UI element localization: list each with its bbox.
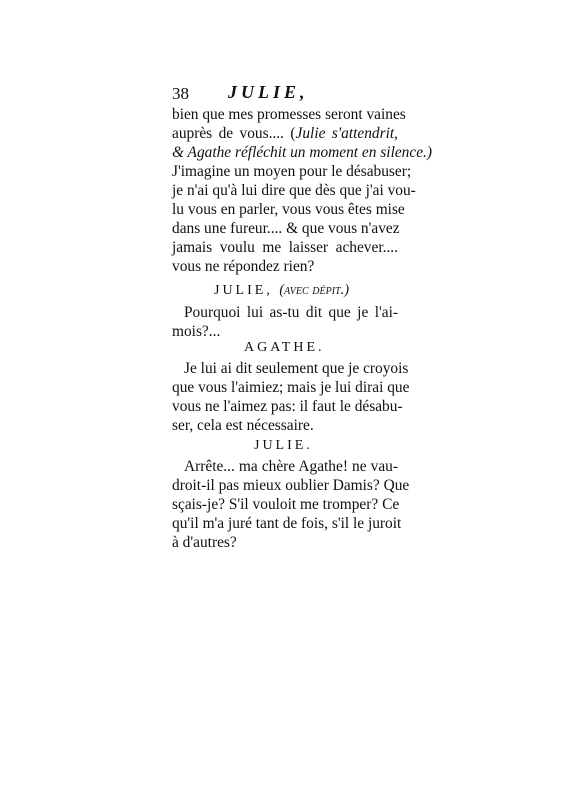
stage-direction-part-2: & Agathe réfléchit un moment en silence.)	[172, 144, 433, 161]
text-line-5: je n'ai qu'à lui dire que dès que j'ai vou-	[172, 182, 416, 199]
text-line-14: vous ne l'aimez pas: il faut le désabu-	[172, 398, 403, 415]
text-line-13: que vous l'aimiez; mais je lui dirai que	[172, 379, 410, 396]
speaker-julie-2: JULIE.	[254, 438, 313, 453]
page-number: 38	[172, 84, 189, 103]
speaker-julie-1	[214, 282, 349, 299]
text-line-18: sçais-je? S'il vouloit me tromper? Ce	[172, 496, 400, 513]
text-line-8: jamais voulu me laisser achever....	[172, 239, 398, 256]
text-line-1: bien que mes promesses seront vaines	[172, 106, 406, 123]
text-line-17: droit-il pas mieux oublier Damis? Que	[172, 477, 410, 494]
text-line-7: dans une fureur.... & que vous n'avez	[172, 220, 400, 237]
speaker-agathe: AGATHE.	[244, 340, 325, 355]
text-line-6: lu vous en parler, vous vous êtes mise	[172, 201, 405, 218]
stage-direction-part-1: Julie s'attendrit,	[295, 125, 398, 142]
speaker-julie-1-name: JULIE,	[214, 283, 273, 298]
text-line-10: Pourquoi lui as-tu dit que je l'ai-	[184, 304, 398, 321]
text-line-9: vous ne répondez rien?	[172, 258, 315, 275]
text-line-19: qu'il m'a juré tant de fois, s'il le juroit	[172, 515, 402, 532]
text-line-2	[172, 125, 398, 143]
text-line-2-roman: auprès de vous.... (	[172, 125, 296, 142]
text-line-4: J'imagine un moyen pour le désabuser;	[172, 163, 412, 180]
text-line-12: Je lui ai dit seulement que je croyois	[184, 360, 409, 377]
text-line-11: mois?...	[172, 323, 221, 340]
running-title: JULIE,	[228, 82, 309, 102]
text-line-16: Arrête... ma chère Agathe! ne vau-	[184, 458, 398, 475]
speaker-julie-1-direction: (avec dépit.)	[279, 282, 350, 298]
text-line-20: à d'autres?	[172, 534, 237, 551]
text-line-15: ser, cela est nécessaire.	[172, 417, 314, 434]
